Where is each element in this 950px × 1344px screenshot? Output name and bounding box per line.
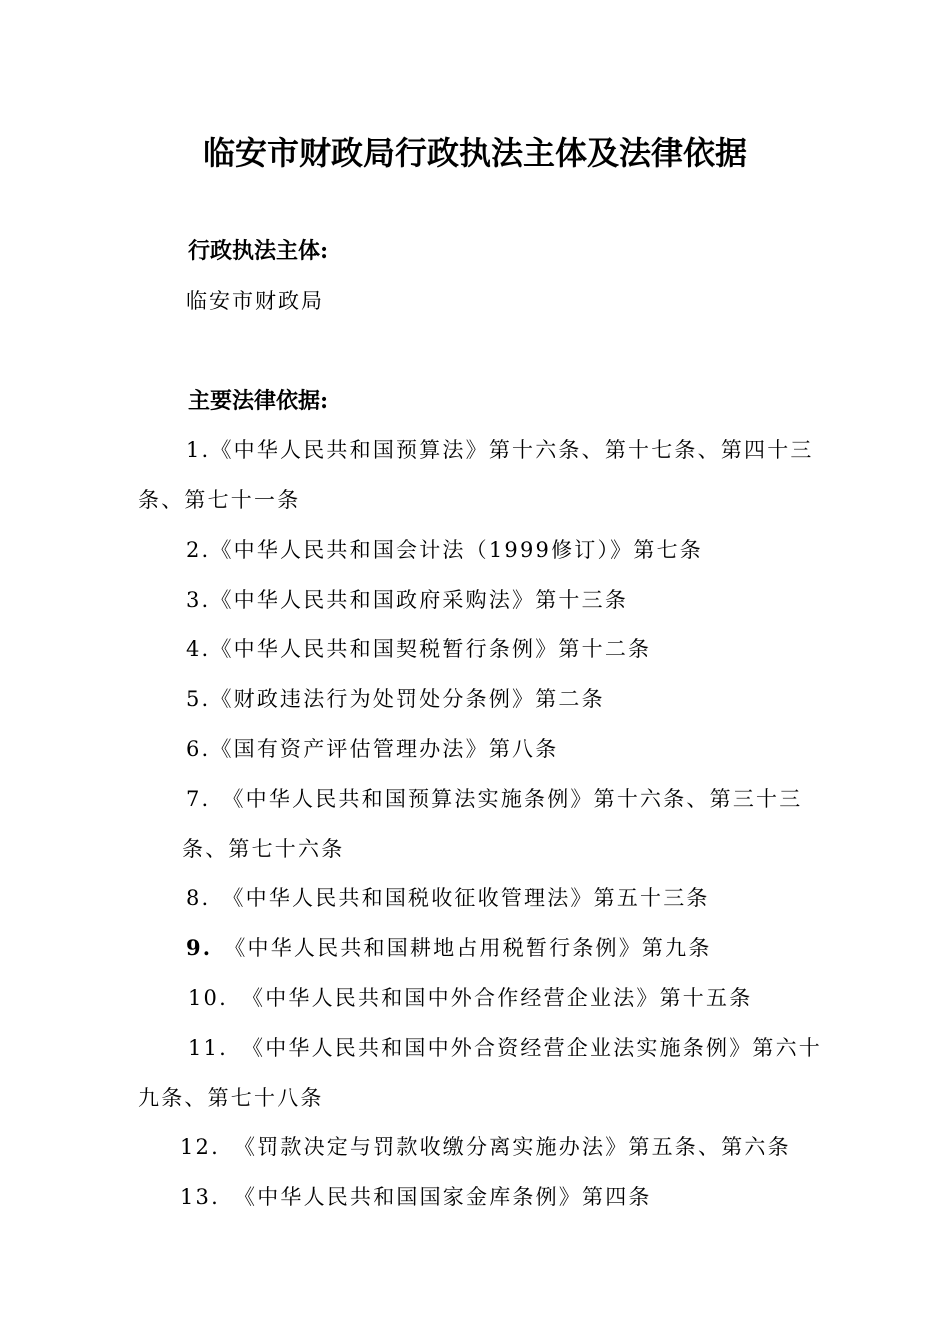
item-text: 《国有资产评估管理办法》第八条: [210, 737, 559, 761]
item-number: 12.: [180, 1135, 220, 1159]
item-text: 《中华人民共和国国家金库条例》第四条: [234, 1185, 652, 1209]
item-number: 3.: [186, 588, 211, 612]
item-text: 《中华人民共和国中外合作经营企业法》第十五条: [242, 986, 753, 1010]
list-item: [186, 933, 712, 963]
item-number: 7.: [186, 787, 211, 811]
item-number: 2.: [186, 538, 211, 562]
item-text: 《中华人民共和国预算法实施条例》第十六条、第三十三: [222, 787, 803, 811]
item-number: 11.: [188, 1036, 228, 1060]
item-number: 4.: [186, 637, 211, 661]
item-text: 《中华人民共和国政府采购法》第十三条: [210, 588, 629, 612]
item-text: 九条、第七十八条: [138, 1086, 324, 1110]
list-item: [188, 1033, 822, 1063]
list-item-continuation: [182, 834, 344, 864]
list-item: [186, 784, 802, 814]
item-text: 《罚款决定与罚款收缴分离实施办法》第五条、第六条: [234, 1135, 791, 1159]
subject-heading: 行政执法主体:: [188, 238, 329, 264]
list-item: [186, 734, 558, 764]
list-item: [180, 1132, 791, 1162]
item-text: 《财政违法行为处罚处分条例》第二条: [210, 687, 605, 711]
item-number: 10.: [188, 986, 228, 1010]
list-item: [186, 535, 703, 565]
item-text: 《中华人民共和国税收征收管理法》第五十三条: [222, 886, 710, 910]
list-item: [186, 634, 651, 664]
item-text: 《中华人民共和国会计法（1999修订）》第七条: [210, 538, 703, 562]
item-number: 6.: [186, 737, 211, 761]
list-item: [188, 983, 752, 1013]
subject-value: 临安市财政局: [186, 289, 324, 313]
item-text: 《中华人民共和国耕地占用税暂行条例》第九条: [224, 936, 712, 960]
list-item: [186, 684, 605, 714]
item-text: 条、第七十一条: [138, 488, 301, 512]
list-item: [186, 435, 814, 465]
list-item-continuation: [138, 485, 300, 515]
list-item: [186, 883, 710, 913]
item-text: 条、第七十六条: [182, 837, 345, 861]
item-text: 《中华人民共和国契税暂行条例》第十二条: [210, 637, 652, 661]
item-number: 1.: [186, 438, 211, 462]
item-number: 13.: [180, 1185, 220, 1209]
item-number: 8.: [186, 886, 211, 910]
list-item: [186, 585, 628, 615]
item-text: 《中华人民共和国预算法》第十六条、第十七条、第四十三: [210, 438, 814, 462]
list-item: [180, 1182, 652, 1212]
list-item-continuation: [138, 1083, 324, 1113]
item-number: 5.: [186, 687, 211, 711]
basis-heading: 主要法律依据:: [188, 388, 329, 414]
item-number: 9.: [186, 935, 213, 960]
item-text: 《中华人民共和国中外合资经营企业法实施条例》第六十: [242, 1036, 822, 1060]
page-title: 临安市财政局行政执法主体及法律依据: [202, 134, 747, 172]
